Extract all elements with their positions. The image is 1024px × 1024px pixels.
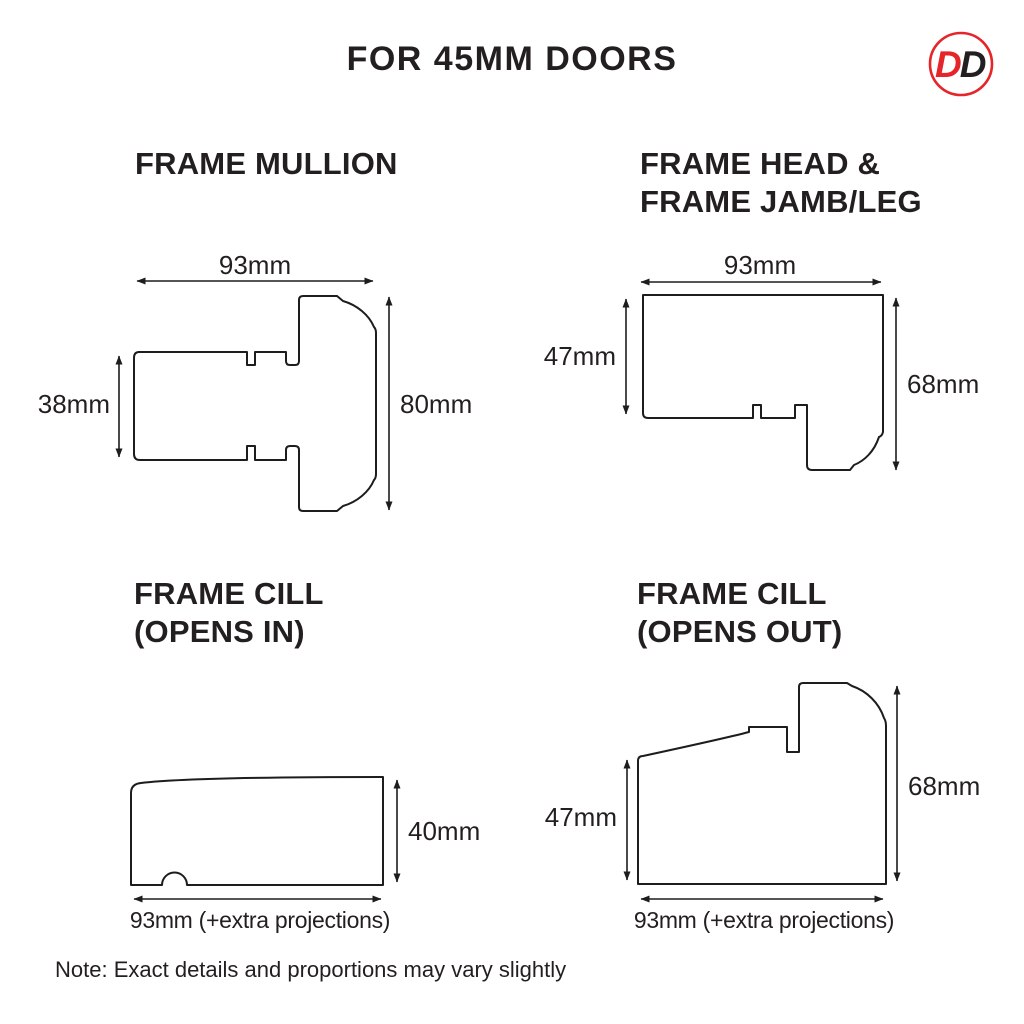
head-jamb-right-label: 68mm xyxy=(907,369,980,399)
cill-out-profile-shape xyxy=(638,683,886,884)
cill-in-title-line1: FRAME CILL xyxy=(134,576,324,611)
cill-in-height-label: 40mm xyxy=(408,816,481,846)
footer-note: Note: Exact details and proportions may vary slightly xyxy=(55,957,567,982)
cill-in-title xyxy=(134,575,324,651)
head-jamb-profile-shape xyxy=(643,295,883,470)
mullion-title: FRAME MULLION xyxy=(135,146,398,181)
logo-letter-second: D xyxy=(959,44,985,85)
head-jamb-title xyxy=(640,145,922,221)
cill-in-profile-shape xyxy=(131,777,383,885)
head-jamb-left-label: 47mm xyxy=(543,341,616,371)
dd-logo xyxy=(923,27,999,103)
cill-in-width-label: 93mm (+extra projections) xyxy=(129,907,391,933)
mullion-tongue-label: 38mm xyxy=(37,389,110,419)
frame-cill-opens-in-diagram xyxy=(115,755,490,940)
head-jamb-width-label: 93mm xyxy=(723,250,797,280)
head-jamb-title-line2: FRAME JAMB/LEG xyxy=(640,184,922,219)
cill-out-title-line2: (OPENS OUT) xyxy=(637,614,843,649)
cill-out-left-label: 47mm xyxy=(544,802,617,832)
head-jamb-title-line1: FRAME HEAD & xyxy=(640,146,881,181)
mullion-profile-shape xyxy=(134,296,376,511)
cill-out-right-label: 68mm xyxy=(908,771,981,801)
page-title: FOR 45MM DOORS xyxy=(346,40,678,78)
frame-mullion-diagram xyxy=(30,248,500,528)
cill-out-width-label: 93mm (+extra projections) xyxy=(633,907,895,933)
cill-out-title-line1: FRAME CILL xyxy=(637,576,827,611)
frame-cill-opens-out-diagram xyxy=(545,670,985,945)
cill-out-title xyxy=(637,575,842,651)
logo-letter-first: D xyxy=(935,44,960,85)
logo-letters xyxy=(935,44,986,85)
cill-in-title-line2: (OPENS IN) xyxy=(134,614,305,649)
frame-head-jamb-diagram xyxy=(545,248,985,488)
mullion-width-label: 93mm xyxy=(218,250,292,280)
mullion-height-label: 80mm xyxy=(400,389,473,419)
